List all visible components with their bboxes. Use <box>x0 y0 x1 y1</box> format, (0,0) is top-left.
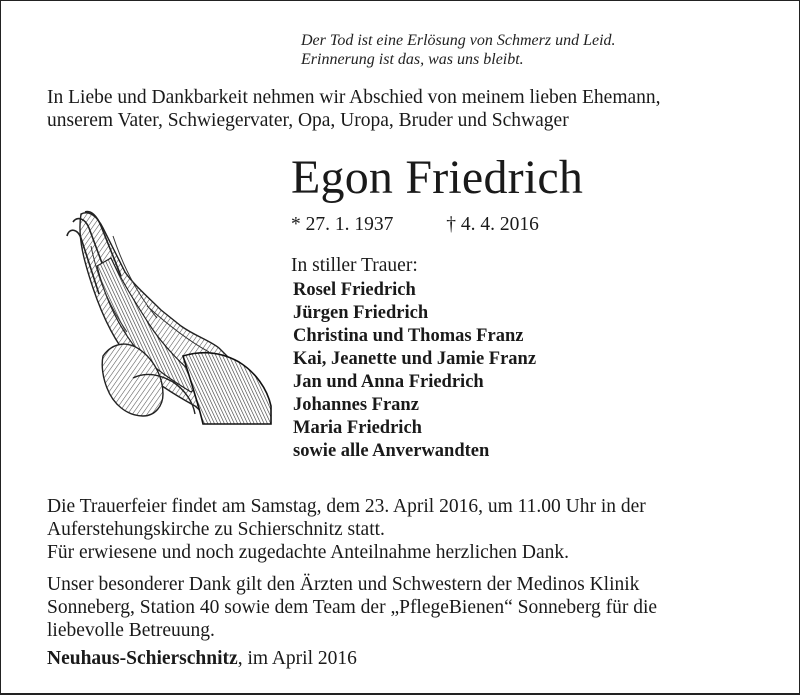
thanks-line: Sonneberg, Station 40 sowie dem Team der „PflegeBienen“ Sonneberg für die <box>47 597 658 618</box>
motto-line: Erinnerung ist das, was uns bleibt. <box>301 51 524 68</box>
deceased-name: Egon Friedrich <box>291 151 584 204</box>
thanks-line: Unser besonderer Dank gilt den Ärzten und Schwestern der Medinos Klinik <box>47 574 640 595</box>
birth-date: * 27. 1. 1937 <box>291 214 394 235</box>
thanks-paragraph <box>47 573 759 642</box>
life-dates <box>291 213 539 237</box>
mourner-name: Maria Friedrich <box>293 418 422 438</box>
closing-place: Neuhaus-Schierschnitz <box>47 648 238 669</box>
closing-line <box>47 647 357 670</box>
mourner-name: Rosel Friedrich <box>293 280 416 300</box>
closing-date: , im April 2016 <box>237 648 357 669</box>
funeral-line: Für erwiesene und noch zugedachte Anteilnahme herzlichen Dank. <box>47 542 569 563</box>
mourner-name: Jan und Anna Friedrich <box>293 372 484 392</box>
mourner-name: Kai, Jeanette und Jamie Franz <box>293 349 537 369</box>
mourning-heading: In stiller Trauer: <box>291 255 418 276</box>
praying-hands-icon <box>63 206 277 426</box>
intro-line: In Liebe und Dankbarkeit nehmen wir Abschied von meinem lieben Ehemann, <box>47 87 661 108</box>
funeral-line: Auferstehungskirche zu Schierschnitz statt. <box>47 519 385 540</box>
mourner-name: Christina und Thomas Franz <box>293 326 524 346</box>
funeral-info <box>47 495 759 564</box>
motto-line: Der Tod ist eine Erlösung von Schmerz und Leid. <box>301 32 616 49</box>
mourner-name: sowie alle Anverwandten <box>293 441 490 461</box>
mourner-name: Jürgen Friedrich <box>293 303 429 323</box>
mourner-name: Johannes Franz <box>293 395 419 415</box>
thanks-line: liebevolle Betreuung. <box>47 620 215 641</box>
mourners-list <box>293 279 536 463</box>
motto-quote <box>301 31 616 69</box>
intro-text <box>47 86 767 132</box>
death-date: † 4. 4. 2016 <box>446 214 539 235</box>
funeral-line: Die Trauerfeier findet am Samstag, dem 23. April 2016, um 11.00 Uhr in der <box>47 496 646 517</box>
intro-line: unserem Vater, Schwiegervater, Opa, Uropa, Bruder und Schwager <box>47 110 569 131</box>
